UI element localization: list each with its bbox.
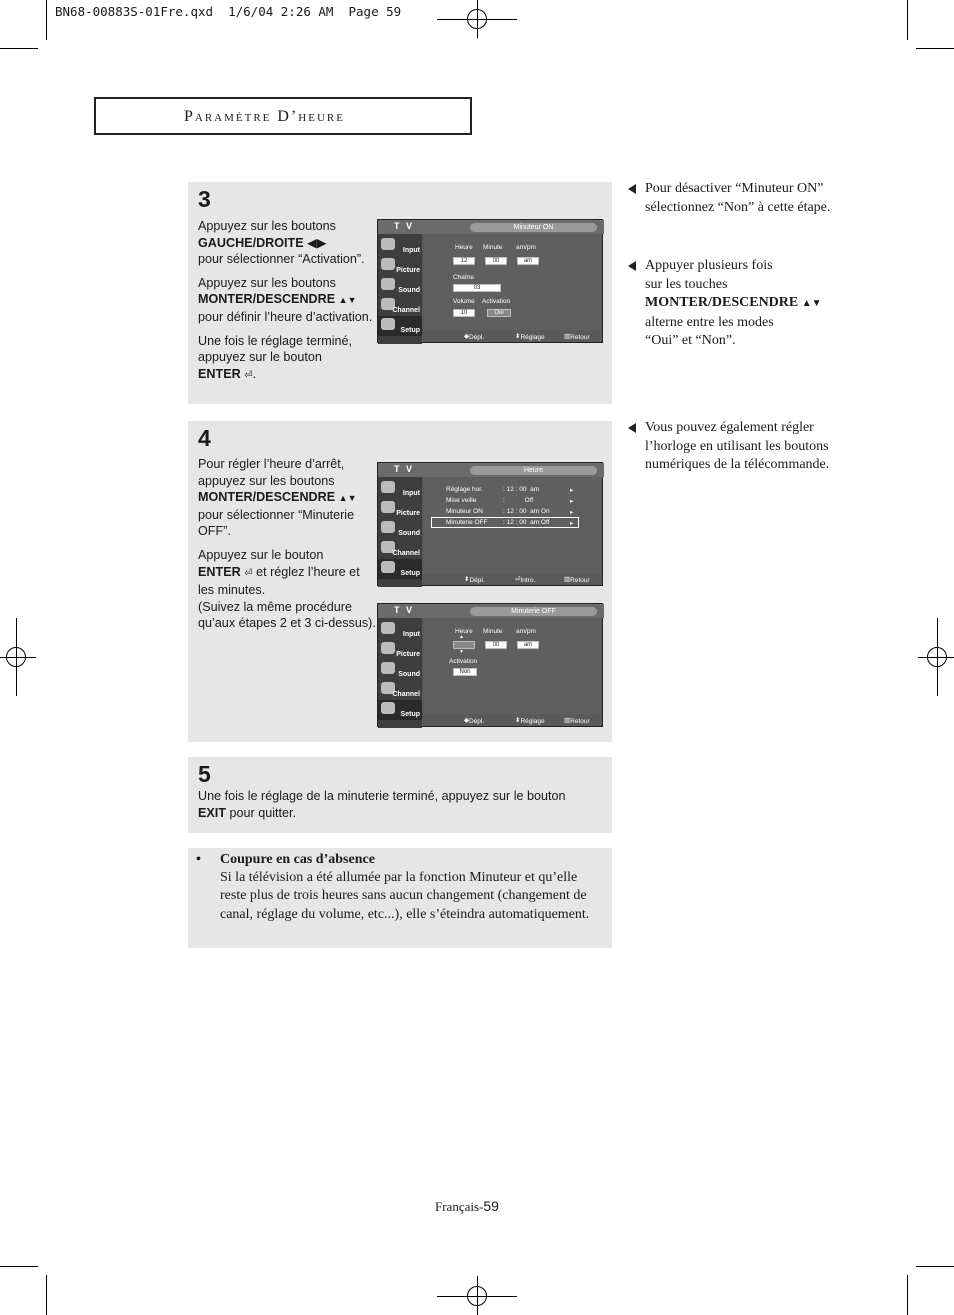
- setup-icon: [381, 702, 395, 714]
- input-icon: [381, 481, 395, 493]
- chevron-right-icon: ▸: [570, 498, 574, 505]
- label: Heure: [455, 244, 473, 251]
- crop-mark: [907, 1275, 908, 1315]
- crop-mark: [907, 0, 908, 40]
- print-slug: BN68-00883S-01Fre.qxd 1/6/04 2:26 AM Page 59: [55, 4, 402, 19]
- activation-field: Non: [453, 668, 477, 676]
- label: Heure: [455, 628, 473, 635]
- page-title-box: [94, 97, 472, 135]
- screen-title: Heure: [470, 466, 597, 475]
- arrow-left-icon: [628, 184, 636, 194]
- tv-label: T V: [394, 605, 415, 615]
- step-3-panel: [188, 182, 612, 404]
- crop-mark: [0, 1266, 38, 1267]
- text: pour sélectionner “Minuterie OFF”.: [198, 507, 355, 539]
- note-panel: [188, 848, 612, 948]
- step-5-panel: [188, 757, 612, 833]
- step-number: 4: [198, 425, 211, 451]
- down-arrow-icon: ▼: [459, 649, 464, 655]
- up-arrow-icon: ▲: [459, 634, 464, 640]
- crop-mark: [916, 48, 954, 49]
- registration-line: [0, 657, 36, 658]
- screen-content: [424, 618, 602, 714]
- minute-field: 00: [485, 641, 507, 649]
- note-heading: Coupure en cas d’absence: [220, 852, 375, 867]
- tv-side-menu: [378, 618, 422, 728]
- ampm-field: am: [517, 257, 539, 265]
- menu-item-sound: Sound: [378, 276, 422, 296]
- text: Pour régler l’heure d’arrêt, appuyez sur les boutons: [198, 457, 345, 488]
- button-name: EXIT: [198, 805, 226, 820]
- step-4-text: [198, 456, 376, 639]
- screen-title: Minuterie OFF: [470, 607, 597, 616]
- row-value: : 12 : 00 am On: [503, 508, 550, 515]
- input-icon: [381, 238, 395, 250]
- row-label: Minuterie OFF: [446, 519, 488, 526]
- up-down-arrows-icon: ▲▼: [801, 298, 822, 309]
- label: Minute: [483, 628, 503, 635]
- screen-content: [424, 477, 602, 573]
- registration-line: [437, 19, 517, 20]
- input-icon: [381, 622, 395, 634]
- menu-item-sound: Sound: [378, 519, 422, 539]
- screen-footer: ⬍ Dépl. ⏎ Intro. ▥ Retour: [464, 576, 590, 584]
- up-down-arrows-icon: ▲▼: [338, 493, 357, 504]
- row-label: Mise veille: [446, 497, 477, 504]
- registration-line: [437, 1296, 517, 1297]
- page-footer: [435, 1198, 499, 1215]
- sound-icon: [381, 278, 395, 290]
- crop-mark: [46, 1275, 47, 1315]
- side-note-3: Vous pouvez également régler l’horloge en utilisant les boutons numériques de la télécommande.: [628, 419, 858, 475]
- text: Appuyez sur les boutons: [198, 219, 336, 233]
- tv-label: T V: [394, 221, 415, 231]
- row-value: : 12 : 00 am: [503, 486, 540, 493]
- screen-content: [424, 234, 602, 330]
- side-note-1: Pour désactiver “Minuteur ON” sélectionnez “Non” à cette étape.: [628, 180, 858, 217]
- registration-line: [918, 657, 954, 658]
- text: pour quitter.: [229, 805, 297, 820]
- label: am/pm: [516, 628, 536, 635]
- setup-icon: [381, 561, 395, 573]
- note-body: Si la télévision a été allumée par la fonction Minuteur et qu’elle reste plus de trois heures sans aucun changement (changement de canal, réglage du volume, etc...), elle s’éteindra automatiquement.: [220, 870, 590, 922]
- tv-screen-minuterie-off: [377, 603, 603, 727]
- menu-item-input: Input: [378, 479, 422, 499]
- crop-mark: [46, 0, 47, 40]
- text: Une fois le réglage terminé, appuyez sur le bouton: [198, 333, 353, 365]
- picture-icon: [381, 501, 395, 513]
- step-3-text: Appuyez sur les boutons GAUCHE/DROITE ◀▶ pour sélectionner “Activation”. Appuyez sur les boutons MONTER/DESCENDRE ▲▼ pour définir l’heure d’activation. Une fois le réglage terminé, appuyez sur le bouton ENTER ⏎.: [198, 219, 373, 381]
- menu-item-setup: Setup: [378, 700, 422, 720]
- tv-side-menu: [378, 477, 422, 587]
- chevron-right-icon: ▸: [570, 520, 574, 527]
- menu-item-picture: Picture: [378, 256, 422, 276]
- menu-item-sound: Sound: [378, 660, 422, 680]
- tv-screen-minuteur-on: [377, 219, 603, 343]
- text: (Suivez la même procédure qu’aux étapes 2 et 3 ci-dessus).: [198, 599, 376, 631]
- text: Une fois le réglage de la minuterie terminé, appuyez sur le bouton: [198, 789, 566, 803]
- screen-title: Minuteur ON: [470, 223, 597, 232]
- text: pour sélectionner “Activation”.: [198, 252, 365, 267]
- label: Chaîne: [453, 274, 474, 281]
- page-number: 59: [483, 1198, 499, 1214]
- hour-field: [453, 641, 475, 649]
- bullet-marker: •: [196, 852, 201, 867]
- footer-language: Français-: [435, 1199, 484, 1214]
- menu-item-channel: Channel: [378, 680, 422, 700]
- tv-screen-heure: [377, 462, 603, 586]
- chevron-right-icon: ▸: [570, 487, 574, 494]
- picture-icon: [381, 642, 395, 654]
- volume-field: 10: [453, 309, 475, 317]
- label: Activation: [449, 658, 478, 665]
- button-name: ENTER: [198, 366, 241, 381]
- screen-footer: ◆ Dépl. ⬍ Réglage ▥ Retour: [464, 717, 590, 725]
- row-label: Réglage hor.: [446, 486, 483, 493]
- up-down-arrows-icon: ▲▼: [338, 295, 357, 306]
- menu-item-channel: Channel: [378, 296, 422, 316]
- label: Minute: [483, 244, 503, 251]
- label: Activation: [482, 298, 511, 305]
- menu-item-picture: Picture: [378, 499, 422, 519]
- hour-field: 12: [453, 257, 475, 265]
- menu-item-input: Input: [378, 620, 422, 640]
- enter-icon: ⏎: [244, 369, 253, 381]
- row-value: : 12 : 00 am Off: [503, 519, 550, 526]
- channel-field: 03: [453, 284, 501, 292]
- enter-icon: ⏎: [244, 567, 253, 579]
- label: Volume: [453, 298, 475, 305]
- button-name: GAUCHE/DROITE: [198, 235, 304, 250]
- button-name: MONTER/DESCENDRE: [198, 292, 336, 307]
- step-number: 3: [198, 186, 211, 212]
- arrow-left-icon: [628, 261, 636, 271]
- page-title: Paramètre D’heure: [184, 108, 345, 125]
- menu-item-picture: Picture: [378, 640, 422, 660]
- menu-item-setup: Setup: [378, 316, 422, 336]
- menu-item-channel: Channel: [378, 539, 422, 559]
- button-name: MONTER/DESCENDRE: [198, 490, 336, 505]
- sound-icon: [381, 521, 395, 533]
- menu-item-setup: Setup: [378, 559, 422, 579]
- menu-item-input: Input: [378, 236, 422, 256]
- step-4-panel: [188, 421, 612, 742]
- setup-icon: [381, 318, 395, 330]
- sound-icon: [381, 662, 395, 674]
- arrow-left-icon: [628, 423, 636, 433]
- activation-field: Oui: [487, 309, 511, 317]
- minute-field: 00: [485, 257, 507, 265]
- tv-side-menu: [378, 234, 422, 344]
- crop-mark: [916, 1266, 954, 1267]
- text: pour définir l’heure d’activation.: [198, 309, 373, 324]
- chevron-right-icon: ▸: [570, 509, 574, 516]
- step-5-text: [198, 788, 602, 821]
- row-value: : Off: [503, 497, 534, 504]
- text: Appuyez sur le bouton: [198, 547, 324, 562]
- picture-icon: [381, 258, 395, 270]
- step-number: 5: [198, 761, 211, 787]
- ampm-field: am: [517, 641, 539, 649]
- text: et réglez l’heure et les minutes.: [198, 564, 360, 598]
- button-name: ENTER: [198, 564, 241, 579]
- side-note-2: Appuyer plusieurs fois sur les touches MONTER/DESCENDRE ▲▼ alterne entre les modes “Oui” et “Non”.: [628, 257, 858, 351]
- label: am/pm: [516, 244, 536, 251]
- text: Appuyez sur les boutons: [198, 275, 336, 290]
- tv-label: T V: [394, 464, 415, 474]
- screen-footer: ◆ Dépl. ⬍ Réglage ▥ Retour: [464, 333, 590, 341]
- row-label: Minuteur ON: [446, 508, 483, 515]
- crop-mark: [0, 48, 38, 49]
- left-right-arrows-icon: ◀▶: [307, 235, 327, 250]
